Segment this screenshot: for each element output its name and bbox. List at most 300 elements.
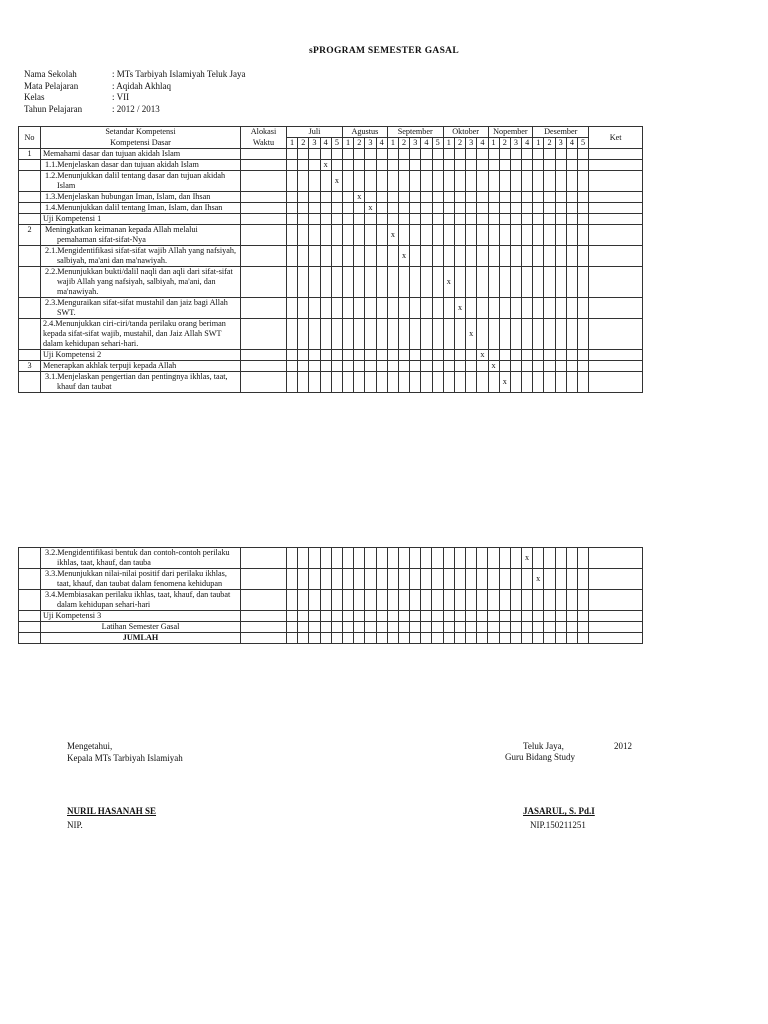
week-cell (488, 160, 499, 171)
week-cell (365, 611, 376, 622)
week-cell (454, 590, 465, 611)
week-cell (443, 590, 454, 611)
week-cell (544, 361, 555, 372)
week-cell (522, 350, 533, 361)
week-number: 5 (578, 138, 589, 149)
row-number (19, 246, 41, 267)
week-number: 2 (398, 138, 409, 149)
week-cell (454, 192, 465, 203)
week-cell (510, 569, 521, 590)
week-cell (544, 622, 555, 633)
week-cell (533, 633, 544, 644)
competency-label: 1.3.Menjelaskan hubungan Iman, Islam, dan Ihsan (45, 192, 211, 201)
week-cell (454, 350, 465, 361)
table-row (19, 225, 643, 246)
place-label: Teluk Jaya, (523, 741, 564, 751)
headmaster-nip: NIP. (67, 820, 83, 830)
info-row (24, 92, 246, 104)
week-cell (499, 319, 510, 350)
week-cell (354, 225, 365, 246)
week-cell (432, 160, 443, 171)
week-cell (320, 548, 331, 569)
week-cell (410, 633, 421, 644)
week-cell (522, 298, 533, 319)
month-header: Agustus (342, 127, 387, 138)
ket-cell (589, 192, 643, 203)
week-cell (410, 622, 421, 633)
week-cell (488, 569, 499, 590)
week-cell (544, 203, 555, 214)
week-cell (466, 267, 477, 298)
week-cell (376, 246, 387, 267)
ket-cell (589, 298, 643, 319)
week-cell (376, 633, 387, 644)
week-cell (331, 203, 342, 214)
week-cell (298, 225, 309, 246)
week-cell (342, 372, 353, 393)
week-cell (331, 548, 342, 569)
week-cell (331, 633, 342, 644)
week-cell (309, 267, 320, 298)
week-cell (454, 225, 465, 246)
week-cell (566, 372, 577, 393)
week-cell (477, 214, 488, 225)
week-cell (578, 350, 589, 361)
week-cell (331, 149, 342, 160)
week-cell (287, 569, 298, 590)
week-cell (466, 350, 477, 361)
week-cell (555, 622, 566, 633)
week-cell (410, 372, 421, 393)
alokasi-cell (241, 171, 287, 192)
week-cell (331, 246, 342, 267)
week-cell (499, 548, 510, 569)
week-cell (477, 225, 488, 246)
week-cell (555, 246, 566, 267)
week-cell (555, 192, 566, 203)
week-cell (578, 160, 589, 171)
week-cell (342, 622, 353, 633)
week-cell (454, 622, 465, 633)
info-value: : MTs Tarbiyah Islamiyah Teluk Jaya (112, 69, 246, 79)
alokasi-cell (241, 548, 287, 569)
schedule-mark: x (466, 319, 477, 350)
competency-text (41, 350, 241, 361)
week-cell (544, 590, 555, 611)
week-cell (533, 372, 544, 393)
week-cell (376, 225, 387, 246)
week-cell (544, 569, 555, 590)
week-cell (432, 203, 443, 214)
competency-text (41, 319, 241, 350)
week-cell (555, 611, 566, 622)
week-cell (533, 149, 544, 160)
alokasi-cell (241, 622, 287, 633)
week-cell (566, 298, 577, 319)
competency-label: 2.2.Menunjukkan bukti/dalil naqli dan aqli dari sifat-sifat wajib Allah yang nafsiyah, salbiyah, ma'ani, dan ma'nawiyah. (45, 267, 233, 296)
week-cell (566, 171, 577, 192)
week-cell (331, 611, 342, 622)
week-cell (454, 246, 465, 267)
week-cell (466, 569, 477, 590)
week-cell (376, 192, 387, 203)
week-cell (555, 214, 566, 225)
ket-cell (589, 622, 643, 633)
week-cell (577, 622, 588, 633)
ket-cell (589, 569, 643, 590)
week-cell (432, 350, 443, 361)
week-cell (499, 149, 510, 160)
week-number: 2 (354, 138, 365, 149)
week-cell (376, 590, 387, 611)
week-cell (432, 298, 443, 319)
week-cell (410, 361, 421, 372)
week-cell (320, 267, 331, 298)
info-label: Tahun Pelajaran (24, 103, 83, 114)
week-cell (387, 267, 398, 298)
week-cell (533, 350, 544, 361)
week-cell (521, 569, 532, 590)
week-number: 2 (499, 138, 510, 149)
competency-text (41, 225, 241, 246)
week-cell (578, 372, 589, 393)
school-info (24, 69, 246, 115)
table-row (19, 622, 643, 633)
week-cell (488, 633, 499, 644)
week-cell (566, 160, 577, 171)
info-label: Mata Pelajaran (24, 80, 79, 91)
alokasi-header: Alokasi (241, 127, 287, 138)
week-cell (398, 633, 409, 644)
week-cell (309, 171, 320, 192)
week-cell (398, 214, 409, 225)
week-cell (365, 192, 376, 203)
week-cell (320, 203, 331, 214)
week-cell (432, 548, 443, 569)
week-cell (432, 214, 443, 225)
week-cell (477, 203, 488, 214)
week-cell (477, 611, 488, 622)
month-header: Desember (533, 127, 589, 138)
week-cell (477, 149, 488, 160)
competency-label: Latihan Semester Gasal (101, 622, 180, 631)
week-cell (432, 171, 443, 192)
week-cell (533, 590, 544, 611)
week-cell (510, 319, 521, 350)
week-cell (488, 298, 499, 319)
document-title: sPROGRAM SEMESTER GASAL (309, 46, 459, 56)
week-cell (510, 622, 521, 633)
week-cell (544, 214, 555, 225)
week-cell (298, 611, 309, 622)
month-header: September (387, 127, 443, 138)
week-number: 5 (331, 138, 342, 149)
week-cell (342, 171, 353, 192)
week-cell (466, 622, 477, 633)
week-cell (287, 372, 298, 393)
week-cell (510, 192, 521, 203)
ket-cell (589, 214, 643, 225)
week-cell (331, 225, 342, 246)
week-cell (354, 246, 365, 267)
week-cell (488, 622, 499, 633)
competency-text (41, 246, 241, 267)
week-number: 4 (566, 138, 577, 149)
week-cell (287, 633, 298, 644)
week-cell (342, 298, 353, 319)
week-cell (398, 622, 409, 633)
week-cell (387, 361, 398, 372)
week-cell (566, 225, 577, 246)
week-cell (287, 160, 298, 171)
week-number: 2 (298, 138, 309, 149)
alokasi-cell (241, 149, 287, 160)
week-cell (354, 611, 365, 622)
year-label: 2012 (614, 741, 632, 751)
week-cell (443, 149, 454, 160)
week-cell (365, 361, 376, 372)
competency-text (41, 214, 241, 225)
week-cell (477, 372, 488, 393)
week-cell (544, 160, 555, 171)
table-row (19, 149, 643, 160)
week-cell (387, 192, 398, 203)
week-cell (499, 611, 510, 622)
week-cell (365, 214, 376, 225)
week-cell (387, 203, 398, 214)
week-cell (477, 192, 488, 203)
week-cell (320, 171, 331, 192)
week-cell (533, 611, 544, 622)
week-cell (454, 203, 465, 214)
week-cell (387, 611, 398, 622)
competency-label: JUMLAH (122, 633, 159, 642)
week-cell (342, 149, 353, 160)
week-cell (432, 569, 443, 590)
week-cell (376, 203, 387, 214)
table-row (19, 350, 643, 361)
week-cell (398, 171, 409, 192)
row-number (19, 319, 41, 350)
week-cell (354, 149, 365, 160)
week-cell (287, 246, 298, 267)
week-cell (499, 192, 510, 203)
week-cell (521, 622, 532, 633)
week-cell (365, 548, 376, 569)
week-cell (410, 350, 421, 361)
week-cell (443, 160, 454, 171)
week-cell (421, 192, 432, 203)
week-cell (398, 569, 409, 590)
week-cell (298, 548, 309, 569)
week-cell (309, 372, 320, 393)
week-cell (488, 225, 499, 246)
week-cell (566, 611, 577, 622)
week-cell (421, 361, 432, 372)
week-cell (566, 319, 577, 350)
week-cell (309, 361, 320, 372)
week-cell (577, 590, 588, 611)
week-cell (488, 149, 499, 160)
table-row (19, 171, 643, 192)
week-cell (342, 319, 353, 350)
info-label: Nama Sekolah (24, 69, 77, 79)
schedule-mark: x (387, 225, 398, 246)
week-cell (398, 590, 409, 611)
week-cell (376, 160, 387, 171)
week-cell (410, 267, 421, 298)
week-cell (421, 160, 432, 171)
week-cell (287, 225, 298, 246)
week-cell (398, 298, 409, 319)
week-cell (566, 361, 577, 372)
week-cell (488, 203, 499, 214)
week-cell (432, 361, 443, 372)
week-cell (309, 298, 320, 319)
week-number: 3 (410, 138, 421, 149)
week-cell (443, 372, 454, 393)
week-cell (510, 361, 521, 372)
week-cell (309, 246, 320, 267)
week-cell (287, 350, 298, 361)
week-cell (454, 171, 465, 192)
week-cell (365, 569, 376, 590)
competency-label: 3.2.Mengidentifikasi bentuk dan contoh-contoh perilaku ikhlas, taat, khauf, dan tauba (45, 548, 230, 567)
competency-text (41, 361, 241, 372)
week-cell (466, 246, 477, 267)
competency-label: 1.2.Menunjukkan dalil tentang dasar dan tujuan akidah Islam (45, 171, 226, 190)
row-number (19, 192, 41, 203)
schedule-mark: x (477, 350, 488, 361)
row-number (19, 298, 41, 319)
week-cell (443, 192, 454, 203)
week-cell (432, 267, 443, 298)
week-cell (354, 319, 365, 350)
week-cell (287, 319, 298, 350)
week-cell (454, 548, 465, 569)
week-cell (533, 160, 544, 171)
week-cell (365, 350, 376, 361)
week-cell (331, 590, 342, 611)
schedule-mark: x (398, 246, 409, 267)
week-cell (466, 298, 477, 319)
week-cell (454, 361, 465, 372)
week-cell (510, 246, 521, 267)
week-cell (477, 569, 488, 590)
week-cell (298, 214, 309, 225)
week-number: 3 (365, 138, 376, 149)
alokasi-cell (241, 372, 287, 393)
week-cell (320, 361, 331, 372)
week-cell (410, 319, 421, 350)
alokasi-cell (241, 611, 287, 622)
week-cell (421, 171, 432, 192)
info-value: : 2012 / 2013 (112, 103, 160, 114)
week-cell (544, 149, 555, 160)
week-cell (510, 298, 521, 319)
week-cell (555, 149, 566, 160)
header-row (19, 127, 643, 138)
week-cell (309, 611, 320, 622)
week-cell (298, 149, 309, 160)
week-cell (376, 372, 387, 393)
week-cell (410, 214, 421, 225)
week-cell (521, 590, 532, 611)
ket-cell (589, 611, 643, 622)
teacher-title: Guru Bidang Study (505, 752, 576, 762)
alokasi-cell (241, 192, 287, 203)
schedule-mark: x (499, 372, 510, 393)
week-cell (331, 361, 342, 372)
week-cell (488, 267, 499, 298)
sk-header: Setandar Kompetensi (41, 127, 241, 138)
week-cell (387, 298, 398, 319)
week-cell (320, 569, 331, 590)
week-cell (522, 361, 533, 372)
week-cell (287, 548, 298, 569)
ket-header: Ket (589, 127, 643, 149)
week-cell (510, 171, 521, 192)
schedule-mark: x (488, 361, 499, 372)
week-cell (298, 569, 309, 590)
week-cell (309, 160, 320, 171)
week-number: 4 (522, 138, 533, 149)
week-cell (488, 611, 499, 622)
week-number: 3 (466, 138, 477, 149)
week-cell (398, 267, 409, 298)
week-cell (533, 214, 544, 225)
week-cell (421, 622, 432, 633)
week-cell (566, 203, 577, 214)
week-cell (421, 372, 432, 393)
week-cell (555, 267, 566, 298)
week-cell (331, 298, 342, 319)
week-cell (421, 611, 432, 622)
week-cell (365, 171, 376, 192)
competency-label: 1.4.Menunjukkan dalil tentang Iman, Islam, dan Ihsan (45, 203, 223, 212)
week-cell (566, 267, 577, 298)
week-cell (454, 267, 465, 298)
week-cell (432, 192, 443, 203)
competency-text (41, 548, 241, 569)
week-cell (443, 298, 454, 319)
week-cell (577, 548, 588, 569)
competency-label: 2.1.Mengidentifikasi sifat-sifat wajib Allah yang nafsiyah, salbiyah, ma'ani dan ma'nawiyah. (45, 246, 236, 265)
week-cell (443, 548, 454, 569)
week-cell (331, 192, 342, 203)
week-cell (376, 361, 387, 372)
week-cell (499, 622, 510, 633)
week-cell (544, 246, 555, 267)
week-cell (443, 622, 454, 633)
week-cell (466, 149, 477, 160)
week-cell (533, 171, 544, 192)
week-number: 1 (287, 138, 298, 149)
week-cell (309, 622, 320, 633)
week-cell (488, 548, 499, 569)
week-cell (387, 160, 398, 171)
week-cell (577, 569, 588, 590)
competency-label: Memahami dasar dan tujuan akidah Islam (43, 149, 181, 158)
week-cell (354, 267, 365, 298)
week-cell (365, 298, 376, 319)
week-cell (365, 267, 376, 298)
row-number (19, 622, 41, 633)
week-cell (566, 246, 577, 267)
week-cell (566, 350, 577, 361)
week-cell (466, 214, 477, 225)
week-cell (365, 372, 376, 393)
